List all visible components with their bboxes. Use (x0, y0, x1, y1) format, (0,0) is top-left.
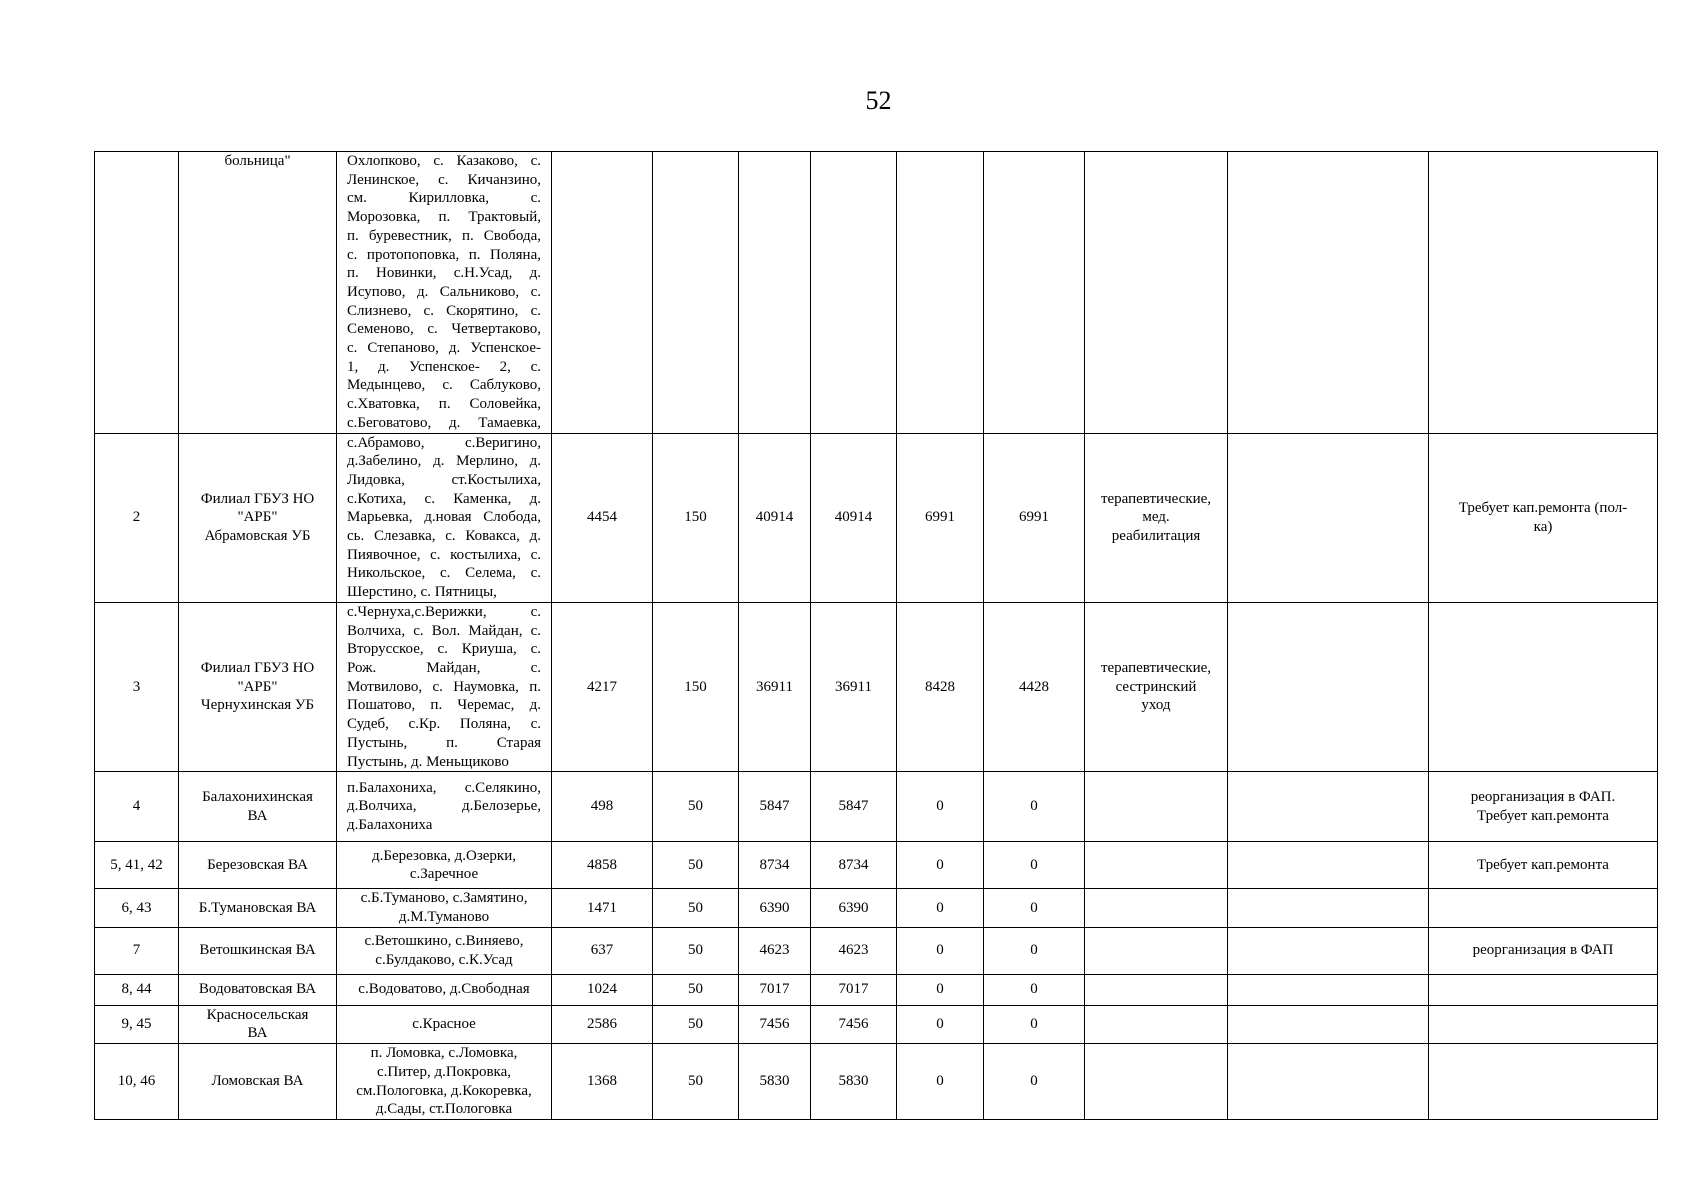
cell-villages-line: Семеново, с. Четвертаково, (347, 321, 541, 338)
cell-note-line: Требует кап.ремонта (1477, 856, 1609, 873)
cell-villages (337, 974, 552, 1005)
cell-villages-line: д.Сады, ст.Пологовка (375, 1101, 513, 1118)
cell-value: 5830 (739, 1044, 811, 1120)
cell-value: 0 (984, 1005, 1085, 1043)
cell-value: 0 (984, 974, 1085, 1005)
cell-empty (1228, 1005, 1429, 1043)
cell-value: 4217 (552, 602, 653, 771)
cell-value (811, 152, 897, 434)
cell-value: 5847 (739, 772, 811, 842)
cell-value: 637 (552, 927, 653, 974)
cell-value: 7456 (739, 1005, 811, 1043)
cell-empty (1228, 889, 1429, 927)
cell-facility-name (179, 433, 337, 602)
cell-villages (337, 927, 552, 974)
cell-number: 10, 46 (95, 1044, 179, 1120)
cell-facility-name-line: "АРБ" (237, 678, 278, 695)
cell-value: 6390 (811, 889, 897, 927)
cell-villages-line: Судеб, с.Кр. Поляна, с. (347, 716, 541, 733)
cell-facility-name (179, 152, 337, 434)
cell-number: 2 (95, 433, 179, 602)
cell-value: 0 (897, 1005, 984, 1043)
cell-number: 4 (95, 772, 179, 842)
cell-value: 7017 (811, 974, 897, 1005)
cell-villages-line: д.Волчиха, д.Белозерье, (347, 798, 541, 815)
cell-value: 8734 (811, 842, 897, 889)
cell-note (1429, 152, 1658, 434)
cell-value: 7456 (811, 1005, 897, 1043)
cell-villages-line: Морозовка, п. Трактовый, (347, 209, 541, 226)
cell-empty (1228, 1044, 1429, 1120)
cell-value: 0 (984, 842, 1085, 889)
table-row (95, 927, 1658, 974)
cell-villages-line: с. Степаново, д. Успенское- (347, 340, 541, 357)
cell-villages-line: Пустынь, п. Старая (347, 734, 541, 751)
cell-villages (337, 152, 552, 434)
cell-villages-line: с.Красное (412, 1015, 476, 1032)
cell-villages-line: сь. Слезавка, с. Ковакса, д. (347, 528, 541, 545)
cell-villages-line: п. буревестник, п. Свобода, (347, 227, 541, 244)
cell-value: 6991 (897, 433, 984, 602)
cell-value: 498 (552, 772, 653, 842)
cell-villages-line: д.Забелино, д. Мерлино, д. (347, 453, 541, 470)
cell-villages (337, 602, 552, 771)
cell-value: 6390 (739, 889, 811, 927)
cell-villages-line: д.Березовка, д.Озерки, (372, 847, 516, 864)
cell-bed-profile (1085, 842, 1228, 889)
cell-value: 1024 (552, 974, 653, 1005)
cell-villages-line: с.Беговатово, д. Тамаевка, (347, 414, 541, 431)
cell-value: 0 (897, 842, 984, 889)
cell-villages-line: Вторусское, с. Криуша, с. (347, 641, 541, 658)
cell-value (984, 152, 1085, 434)
cell-facility-name (179, 1044, 337, 1120)
cell-empty (1228, 974, 1429, 1005)
cell-number: 3 (95, 602, 179, 771)
cell-facility-name-line: Березовская ВА (207, 856, 308, 873)
cell-villages-line: с.Ветошкино, с.Виняево, (364, 932, 524, 949)
cell-value: 4454 (552, 433, 653, 602)
cell-number: 5, 41, 42 (95, 842, 179, 889)
cell-bed-profile-line: терапевтические, (1100, 659, 1212, 676)
cell-bed-profile-line: терапевтические, (1100, 490, 1212, 507)
cell-number: 8, 44 (95, 974, 179, 1005)
cell-value: 150 (653, 602, 739, 771)
cell-villages-line: Слизнево, с. Скорятино, с. (347, 302, 541, 319)
cell-value: 8428 (897, 602, 984, 771)
cell-villages-line: Ленинское, с. Кичанзино, (347, 171, 541, 188)
table-row (95, 889, 1658, 927)
cell-bed-profile (1085, 889, 1228, 927)
table-row (95, 1005, 1658, 1043)
cell-villages-line: 1, д. Успенское- 2, с. (347, 358, 541, 375)
cell-villages (337, 1005, 552, 1043)
cell-villages-line: с.Чернуха,с.Верижки, с. (347, 603, 541, 620)
cell-facility-name (179, 889, 337, 927)
cell-villages-line: Исупово, д. Сальниково, с. (347, 283, 541, 300)
cell-value: 50 (653, 842, 739, 889)
cell-facility-name-line: Балахонихинская (202, 789, 313, 805)
cell-villages (337, 842, 552, 889)
cell-value: 0 (897, 772, 984, 842)
cell-note-line: Требует кап.ремонта (1477, 807, 1609, 824)
cell-villages-line: Пустынь, д. Меньщиково (347, 753, 509, 770)
cell-note (1429, 602, 1658, 771)
cell-value: 0 (984, 927, 1085, 974)
cell-bed-profile-line: уход (1141, 697, 1171, 714)
cell-facility-name (179, 927, 337, 974)
cell-value: 5830 (811, 1044, 897, 1120)
cell-villages (337, 433, 552, 602)
cell-empty (1228, 927, 1429, 974)
cell-value: 2586 (552, 1005, 653, 1043)
cell-note (1429, 1044, 1658, 1120)
table-row (95, 772, 1658, 842)
cell-villages-line: с.Хватовка, п. Соловейка, (347, 396, 541, 413)
cell-value: 50 (653, 1005, 739, 1043)
cell-facility-name-line: Абрамовская УБ (204, 528, 311, 545)
cell-number: 6, 43 (95, 889, 179, 927)
cell-note (1429, 772, 1658, 842)
cell-value: 0 (897, 927, 984, 974)
cell-facility-name-line: "АРБ" (237, 509, 278, 526)
cell-villages-line: Пиявочное, с. костылиха, с. (347, 546, 541, 563)
cell-empty (1228, 433, 1429, 602)
cell-facility-name-line: больница" (224, 153, 291, 169)
cell-value: 1471 (552, 889, 653, 927)
cell-value: 36911 (811, 602, 897, 771)
cell-villages-line: Пошатово, п. Черемас, д. (347, 697, 541, 714)
cell-villages (337, 1044, 552, 1120)
cell-empty (1228, 772, 1429, 842)
cell-value: 50 (653, 1044, 739, 1120)
cell-value: 4428 (984, 602, 1085, 771)
cell-value: 0 (897, 974, 984, 1005)
cell-value: 1368 (552, 1044, 653, 1120)
cell-villages-line: с.Заречное (409, 866, 479, 883)
cell-value: 8734 (739, 842, 811, 889)
cell-empty (1228, 602, 1429, 771)
cell-empty (1228, 152, 1429, 434)
table-row (95, 602, 1658, 771)
table-row (95, 974, 1658, 1005)
table-body (95, 152, 1658, 1120)
cell-facility-name-line: Филиал ГБУЗ НО (200, 490, 315, 507)
cell-value: 40914 (739, 433, 811, 602)
cell-bed-profile (1085, 152, 1228, 434)
cell-facility-name (179, 772, 337, 842)
cell-villages-line: Мотвилово, с. Наумовка, п. (347, 678, 541, 695)
cell-value: 4623 (811, 927, 897, 974)
cell-villages-line: с.Питер, д.Покровка, (376, 1063, 512, 1080)
cell-villages-line: Рож. Майдан, с. (347, 659, 541, 676)
cell-villages (337, 889, 552, 927)
cell-value: 50 (653, 889, 739, 927)
cell-facility-name-line: ВА (247, 807, 268, 824)
cell-facility-name-line: Водоватовская ВА (198, 981, 317, 998)
cell-villages-line: д.Балахониха (347, 817, 433, 834)
table-row (95, 1044, 1658, 1120)
cell-facility-name-line: Филиал ГБУЗ НО (200, 659, 315, 676)
cell-villages-line: п.Балахониха, с.Селякино, (347, 779, 541, 796)
page-number: 52 (865, 86, 892, 115)
cell-value: 5847 (811, 772, 897, 842)
cell-empty (1228, 842, 1429, 889)
cell-bed-profile (1085, 927, 1228, 974)
cell-villages-line: д.М.Туманово (398, 908, 490, 925)
cell-value: 0 (984, 889, 1085, 927)
cell-note (1429, 889, 1658, 927)
cell-villages-line: с.Котиха, с. Каменка, д. (347, 490, 541, 507)
cell-bed-profile (1085, 602, 1228, 771)
cell-value: 150 (653, 433, 739, 602)
cell-facility-name-line: Ветошкинская ВА (199, 942, 316, 959)
cell-value: 4858 (552, 842, 653, 889)
cell-villages (337, 772, 552, 842)
cell-facility-name-line: Красносельская (206, 1006, 309, 1023)
cell-villages-line: п. Новинки, с.Н.Усад, д. (347, 265, 541, 282)
facilities-table (94, 151, 1658, 1120)
cell-bed-profile-line: реабилитация (1111, 528, 1201, 545)
cell-value: 50 (653, 927, 739, 974)
cell-villages-line: Лидовка, ст.Костылиха, (347, 471, 541, 488)
cell-facility-name (179, 842, 337, 889)
cell-villages-line: с.Б.Туманово, с.Замятино, (360, 890, 528, 907)
cell-number (95, 152, 179, 434)
cell-note (1429, 927, 1658, 974)
cell-villages-line: п. Ломовка, с.Ломовка, (370, 1045, 518, 1062)
cell-note-line: Требует кап.ремонта (пол- (1458, 500, 1628, 516)
cell-value (739, 152, 811, 434)
table-row (95, 152, 1658, 434)
cell-value: 7017 (739, 974, 811, 1005)
cell-villages-line: Марьевка, д.новая Слобода, (347, 509, 541, 526)
cell-value: 50 (653, 974, 739, 1005)
cell-facility-name (179, 974, 337, 1005)
cell-villages-line: с.Абрамово, с.Веригино, (347, 434, 541, 451)
cell-facility-name-line: Б.Тумановская ВА (198, 899, 317, 916)
cell-note (1429, 974, 1658, 1005)
cell-number: 9, 45 (95, 1005, 179, 1043)
cell-value: 0 (984, 1044, 1085, 1120)
cell-value: 4623 (739, 927, 811, 974)
cell-value (897, 152, 984, 434)
cell-bed-profile (1085, 974, 1228, 1005)
cell-value: 50 (653, 772, 739, 842)
cell-facility-name (179, 1005, 337, 1043)
cell-value: 6991 (984, 433, 1085, 602)
cell-value: 0 (984, 772, 1085, 842)
cell-bed-profile (1085, 772, 1228, 842)
cell-bed-profile-line: мед. (1142, 509, 1170, 526)
cell-note-line: ка) (1533, 518, 1553, 535)
cell-value: 36911 (739, 602, 811, 771)
cell-villages-line: Медынцево, с. Саблуково, (347, 377, 541, 394)
cell-bed-profile (1085, 1005, 1228, 1043)
cell-villages-line: с. протопоповка, п. Поляна, (347, 246, 541, 263)
cell-facility-name-line: Чернухинская УБ (200, 697, 315, 714)
table-row (95, 842, 1658, 889)
cell-villages-line: Волчиха, с. Вол. Майдан, с. (347, 622, 541, 639)
cell-villages-line: с.Булдаково, с.К.Усад (375, 951, 513, 968)
cell-note (1429, 433, 1658, 602)
cell-value: 40914 (811, 433, 897, 602)
cell-bed-profile (1085, 433, 1228, 602)
cell-facility-name-line: ВА (247, 1025, 268, 1042)
cell-facility-name-line: Ломовская ВА (211, 1073, 304, 1090)
cell-value: 0 (897, 1044, 984, 1120)
cell-value: 0 (897, 889, 984, 927)
cell-note-line: реорганизация в ФАП (1472, 942, 1614, 959)
cell-villages-line: см.Пологовка, д.Кокоревка, (356, 1082, 532, 1099)
cell-villages-line: Шерстино, с. Пятницы, (347, 584, 497, 601)
cell-value (552, 152, 653, 434)
cell-villages-line: см. Кирилловка, с. (347, 190, 541, 207)
cell-note (1429, 842, 1658, 889)
cell-value (653, 152, 739, 434)
cell-note-line: реорганизация в ФАП. (1470, 789, 1616, 805)
cell-note (1429, 1005, 1658, 1043)
cell-villages-line: с.Водоватово, д.Свободная (358, 981, 530, 998)
cell-bed-profile-line: сестринский (1115, 678, 1197, 695)
cell-bed-profile (1085, 1044, 1228, 1120)
table-row (95, 433, 1658, 602)
cell-number: 7 (95, 927, 179, 974)
cell-facility-name (179, 602, 337, 771)
cell-villages-line: Никольское, с. Селема, с. (347, 565, 541, 582)
cell-villages-line: Охлопково, с. Казаково, с. (347, 153, 541, 169)
